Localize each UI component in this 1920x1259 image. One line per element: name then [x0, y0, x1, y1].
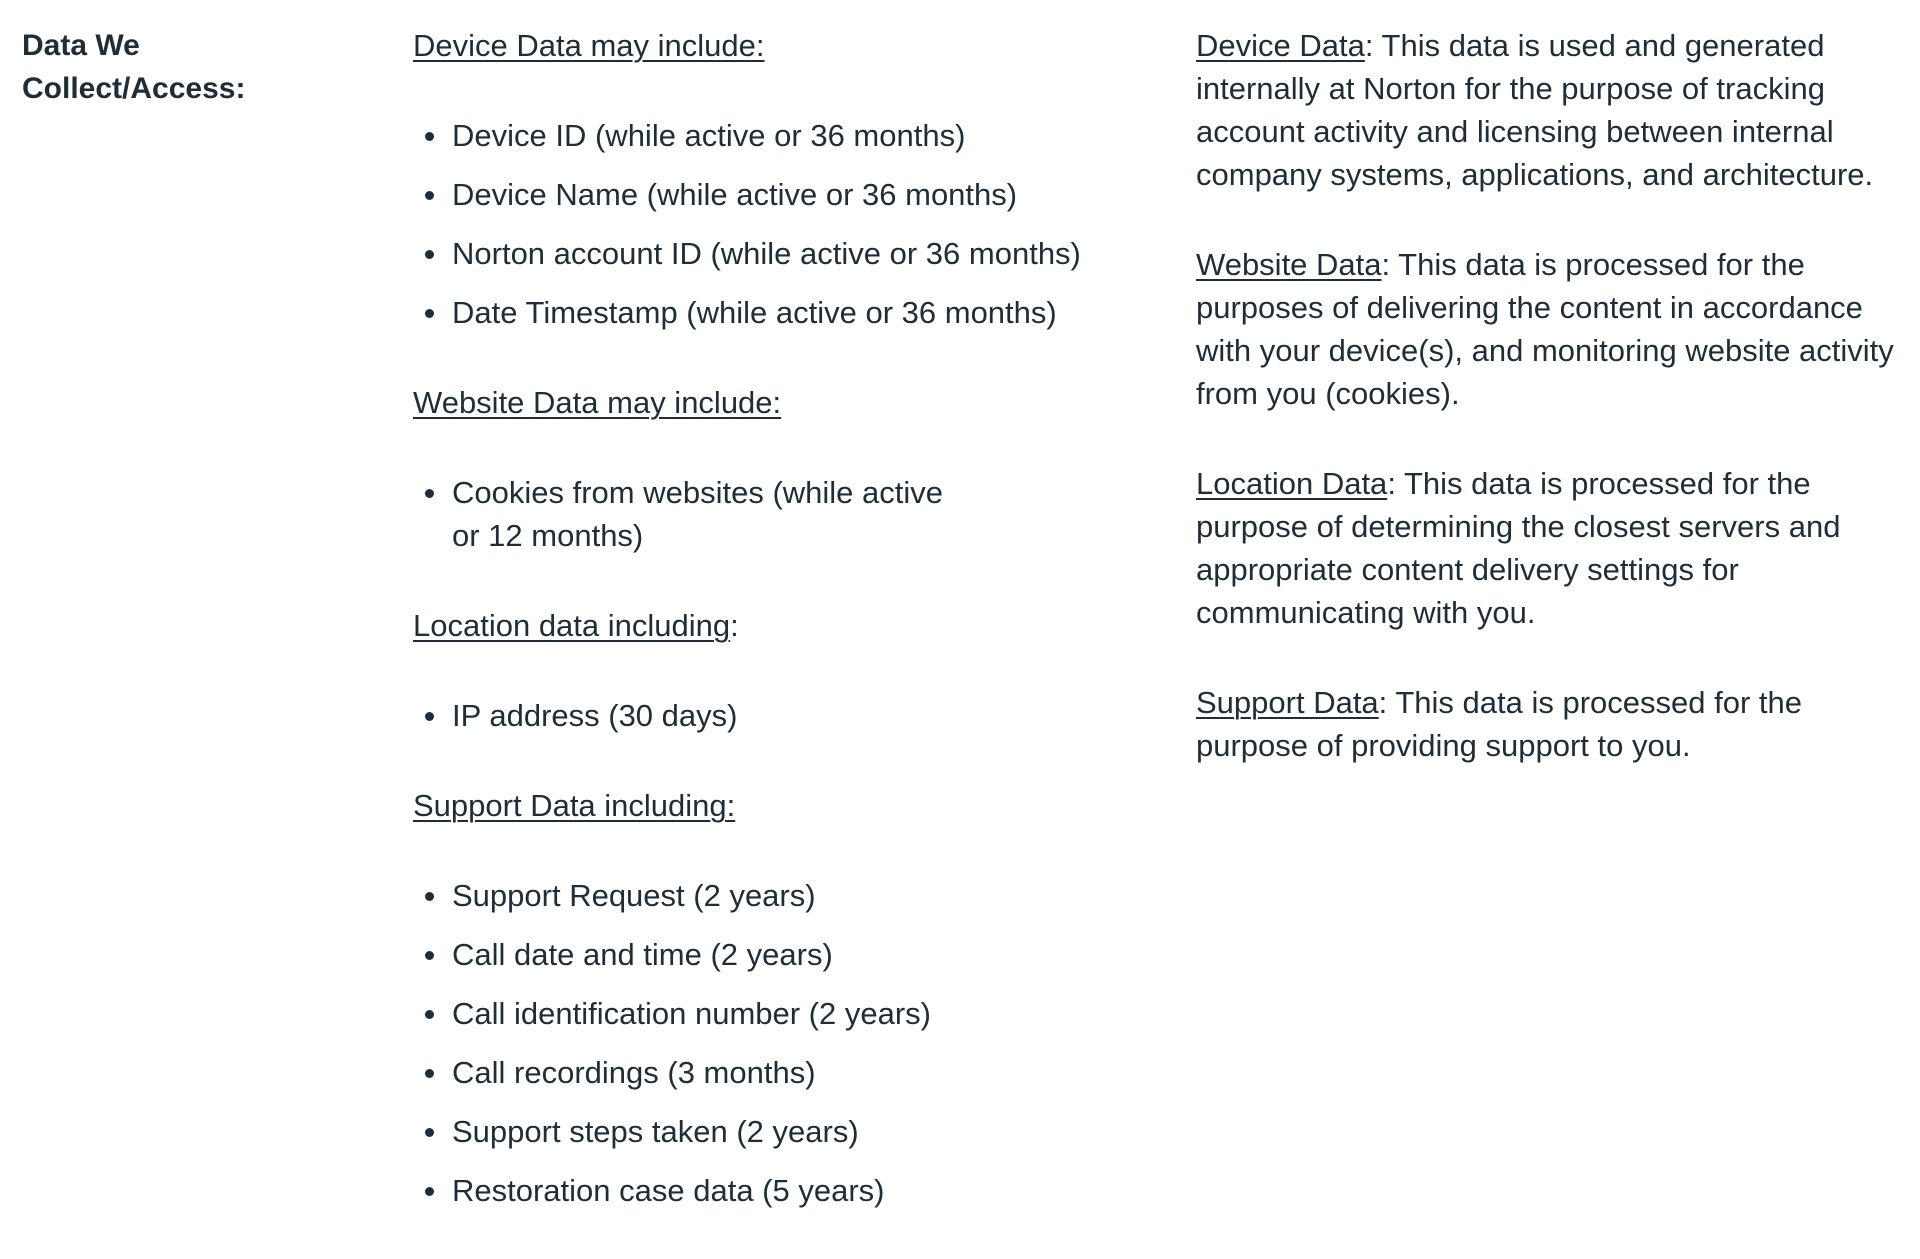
section-heading-text: Website Data may include: — [413, 385, 782, 420]
section-heading-website — [413, 381, 1113, 424]
list-item: Norton account ID (while active or 36 months) — [413, 232, 1113, 275]
section-heading-location — [413, 604, 1113, 647]
list-item: Support Request (2 years) — [413, 874, 1113, 917]
section-heading-suffix: : — [730, 608, 739, 643]
list-item: Call date and time (2 years) — [413, 933, 1113, 976]
list-item: IP address (30 days) — [413, 694, 1113, 737]
list-item: Device Name (while active or 36 months) — [413, 173, 1113, 216]
purpose-term: Location Data — [1196, 466, 1388, 501]
section-heading-device — [413, 24, 1113, 67]
list-item: Support steps taken (2 years) — [413, 1110, 1113, 1153]
purpose-term: Website Data — [1196, 247, 1382, 282]
data-purposes-column — [1196, 24, 1920, 814]
website-data-list — [413, 471, 973, 557]
list-item: Date Timestamp (while active or 36 months) — [413, 291, 1113, 334]
section-heading-text: Device Data may include: — [413, 28, 765, 63]
data-categories-column — [413, 24, 1113, 1259]
purpose-text: : This data is processed for the purpose of determining the closest servers and appropriate content delivery settings for communicating with you. — [1196, 466, 1841, 630]
section-heading-text: Location data including — [413, 608, 731, 643]
section-heading-text: Support Data including: — [413, 788, 736, 823]
purpose-device-data — [1196, 24, 1920, 196]
list-item: Call recordings (3 months) — [413, 1051, 1113, 1094]
list-item: Restoration case data (5 years) — [413, 1169, 1113, 1212]
list-item: Call identification number (2 years) — [413, 992, 1113, 1035]
data-collected-label — [22, 24, 342, 110]
purpose-location-data — [1196, 462, 1920, 634]
purpose-term: Support Data — [1196, 685, 1379, 720]
purpose-text: : This data is used and generated internally at Norton for the purpose of tracking account activity and licensing between internal company systems, applications, and architecture. — [1196, 28, 1874, 192]
purpose-support-data — [1196, 681, 1920, 767]
section-heading-support — [413, 784, 1113, 827]
purpose-website-data — [1196, 243, 1920, 415]
label-line-2: Collect/Access: — [22, 72, 246, 105]
purpose-text: : This data is processed for the purpose of providing support to you. — [1196, 685, 1802, 763]
location-data-list — [413, 694, 1113, 737]
purpose-text: : This data is processed for the purposes of delivering the content in accordance with your device(s), and monitoring website activity from you (cookies). — [1196, 247, 1894, 411]
purpose-term: Device Data — [1196, 28, 1365, 63]
list-item: Cookies from websites (while active or 12 months) — [413, 471, 973, 557]
list-item: Device ID (while active or 36 months) — [413, 114, 1113, 157]
device-data-list — [413, 114, 1113, 334]
label-line-1: Data We — [22, 29, 140, 62]
support-data-list — [413, 874, 1113, 1212]
